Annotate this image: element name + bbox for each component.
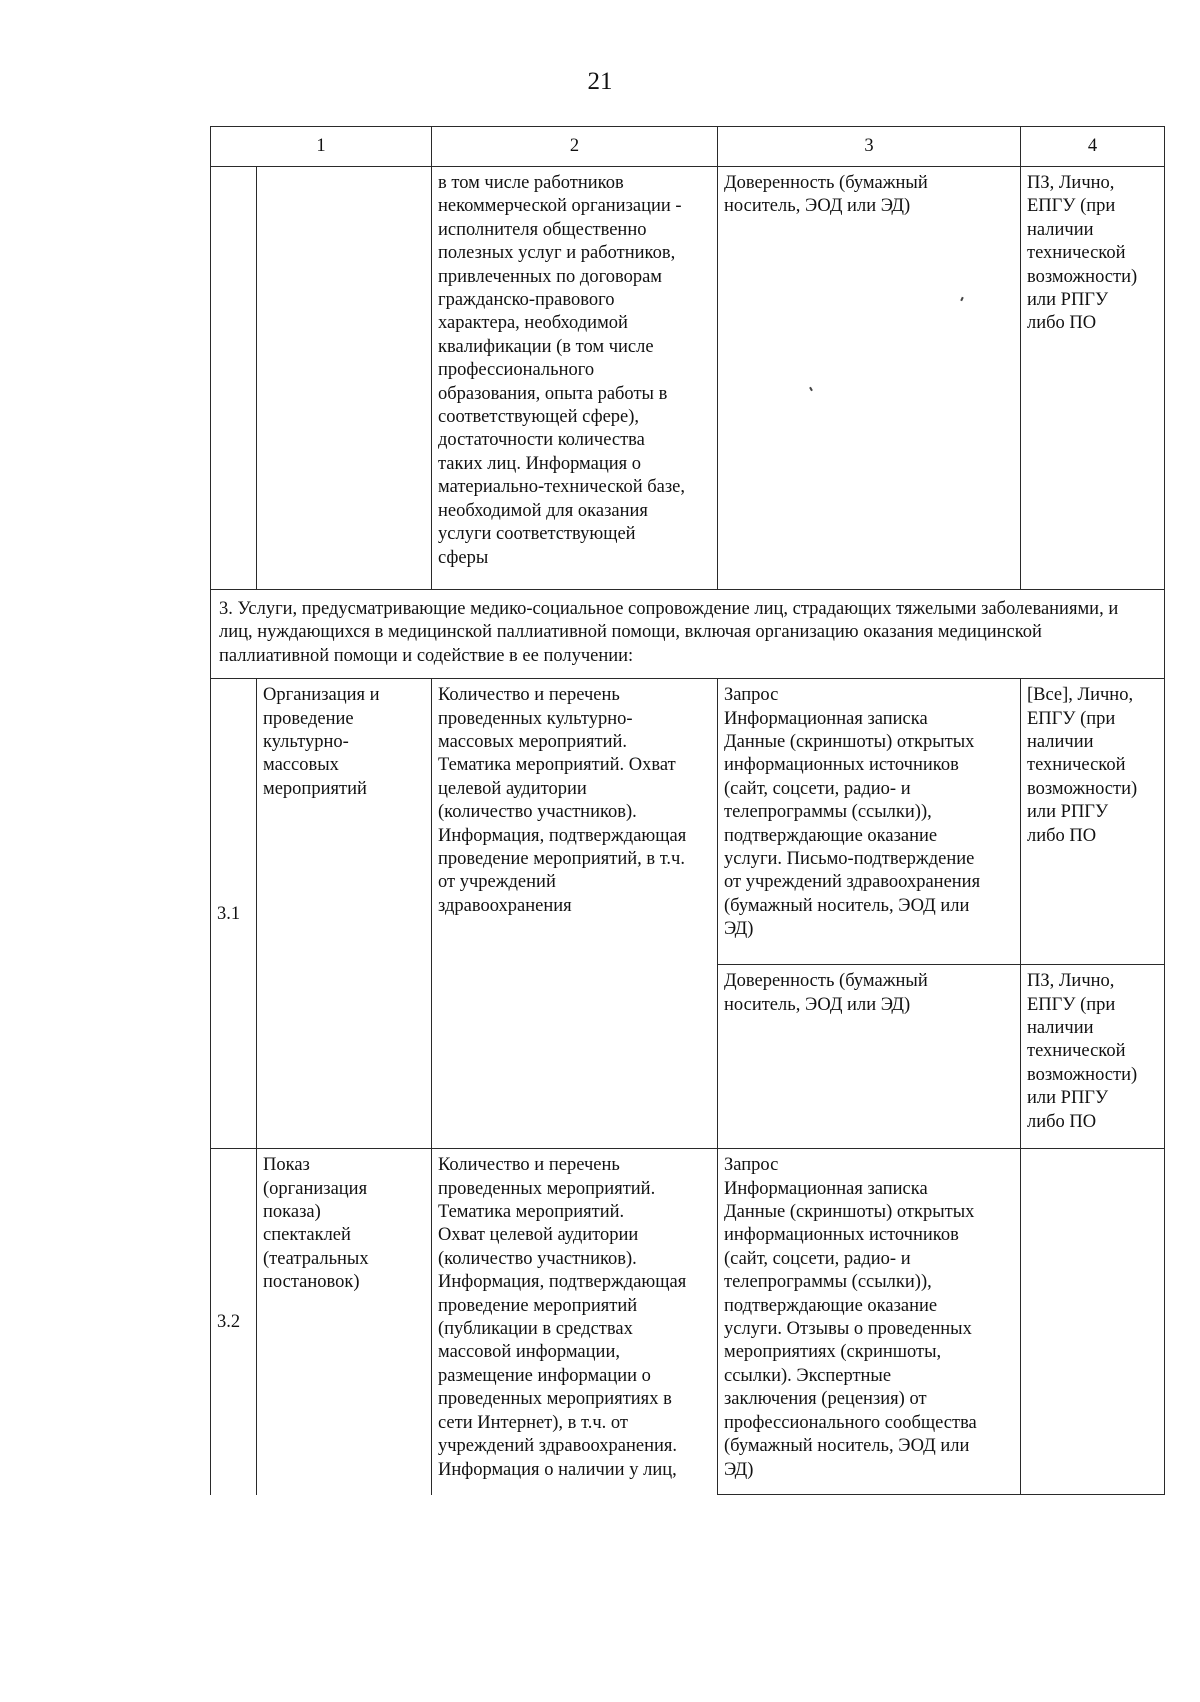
row-3-2 [211,1149,1165,1495]
row-number-3-1: 3.1 [211,679,257,1149]
service-info-3-2: Количество и перечень проведенных мероприятий. Тематика мероприятий. Охват целевой аудитории (количество участников). Информация, подтверждающая проведение мероприятий (публикации в средствах массовой информации, размещение информации о проведенных мероприятиях в сети Интернет), в т.ч. от учреждений здравоохранения. Информация о наличии у лиц, [432,1149,718,1495]
header-row [211,127,1165,167]
continued-name-cell [257,167,432,590]
continued-info-cell: в том числе работников некоммерческой организации - исполнителя общественно полезных услуг и работников, привлеченных по договорам гражданско-правового характера, необходимой квалификации (в том числе профессионального образования, опыта работы в соответствующей сфере), достаточности количества таких лиц. Информация о материально-технической базе, необходимой для оказания услуги соответствующей сферы [432,167,718,590]
continued-number-cell [211,167,257,590]
page-number: 21 [587,68,613,95]
continued-method-cell: ПЗ, Лично, ЕПГУ (при наличии технической возможности) или РПГУ либо ПО [1021,167,1165,590]
requirements-table [210,126,1165,1495]
section-heading-row [211,590,1165,679]
section-heading: 3. Услуги, предусматривающие медико-социальное сопровождение лиц, страдающих тяжелыми заболеваниями, и лиц, нуждающихся в медицинской паллиативной помощи, включая организацию оказания медицинской паллиативной помощи и содействие в ее получении: [211,590,1165,679]
service-docs-3-1-a: Запрос Информационная записка Данные (скриншоты) открытых информационных источников (сайт, соцсети, радио- и телепрограммы (ссылки)), подтверждающие оказание услуги. Письмо-подтверждение от учреждений здравоохранения (бумажный носитель, ЭОД или ЭД) [718,679,1021,965]
service-method-3-1-a: [Все], Лично, ЕПГУ (при наличии технической возможности) или РПГУ либо ПО [1021,679,1165,965]
row-3-1 [211,679,1165,965]
continued-row [211,167,1165,590]
service-info-3-1: Количество и перечень проведенных культурно- массовых мероприятий. Тематика мероприятий. Охват целевой аудитории (количество участников). Информация, подтверждающая проведение мероприятий, в т.ч. от учреждений здравоохранения [432,679,718,1149]
continued-docs-cell: Доверенность (бумажный носитель, ЭОД или ЭД) [718,167,1021,590]
header-col-3: 3 [718,127,1021,167]
header-col-2: 2 [432,127,718,167]
service-docs-3-2: Запрос Информационная записка Данные (скриншоты) открытых информационных источников (сайт, соцсети, радио- и телепрограммы (ссылки)), подтверждающие оказание услуги. Отзывы о проведенных мероприятиях (скриншоты, ссылки). Экспертные заключения (рецензия) от профессионального сообщества (бумажный носитель, ЭОД или ЭД) [718,1149,1021,1495]
service-method-3-1-b: ПЗ, Лично, ЕПГУ (при наличии технической возможности) или РПГУ либо ПО [1021,965,1165,1149]
service-docs-3-1-b: Доверенность (бумажный носитель, ЭОД или ЭД) [718,965,1021,1149]
header-col-1: 1 [211,127,432,167]
service-name-3-2: Показ (организация показа) спектаклей (театральных постановок) [257,1149,432,1495]
row-number-3-2: 3.2 [211,1149,257,1495]
service-name-3-1: Организация и проведение культурно- массовых мероприятий [257,679,432,1149]
header-col-4: 4 [1021,127,1165,167]
service-method-3-2 [1021,1149,1165,1495]
